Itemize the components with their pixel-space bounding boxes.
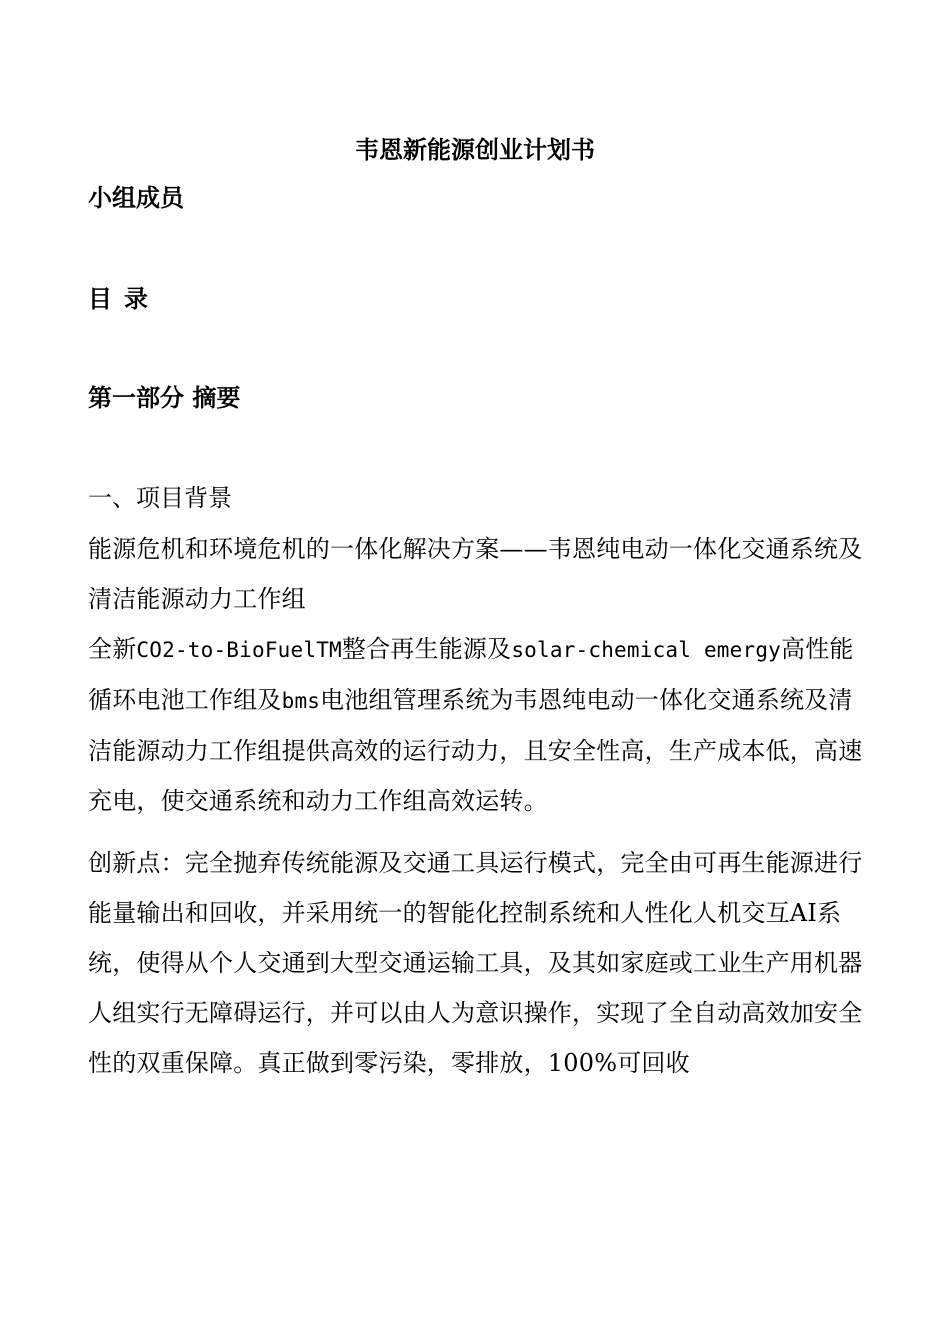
para2-term-bms: bms <box>281 689 321 713</box>
para2-text-3: 高性能循环电池工作组及 <box>88 635 854 714</box>
para2-text-4: 电池组管理系统为韦恩纯电动一体化交通系统及清洁能源动力工作组提供高效的运行动力，且安全性高，生产成本低，高速充电，使交通系统和动力工作组高效运转。 <box>88 686 863 815</box>
section-title-background: 一、项目背景 <box>88 484 232 512</box>
paragraph-solution: 能源危机和环境危机的一体化解决方案——韦恩纯电动一体化交通系统及清洁能源动力工作组 <box>88 535 863 613</box>
toc-heading-char-1: 目 <box>88 285 112 313</box>
document-title: 韦恩新能源创业计划书 <box>355 136 595 164</box>
toc-heading-char-2: 录 <box>124 285 148 313</box>
para2-term-biofuel: CO2-to-BioFuelTM <box>136 638 342 662</box>
members-heading: 小组成员 <box>88 184 184 212</box>
para2-text-1: 全新 <box>88 635 137 663</box>
para2-text-2: 整合再生能源及 <box>341 635 512 663</box>
part1-heading: 第一部分 摘要 <box>88 384 241 412</box>
paragraph-technology <box>88 624 868 826</box>
toc-heading <box>88 281 148 317</box>
para2-term-solar: solar-chemical emergy <box>511 638 782 662</box>
paragraph-innovation: 创新点：完全抛弃传统能源及交通工具运行模式，完全由可再生能源进行能量输出和回收，并采用统一的智能化控制系统和人性化人机交互AI系统，使得从个人交通到大型交通运输工具，及其如家庭或工业生产用机器人组实行无障碍运行，并可以由人为意识操作，实现了全自动高效加安全性的双重保障。真正做到零污染，零排放，100%可回收 <box>88 849 863 1077</box>
